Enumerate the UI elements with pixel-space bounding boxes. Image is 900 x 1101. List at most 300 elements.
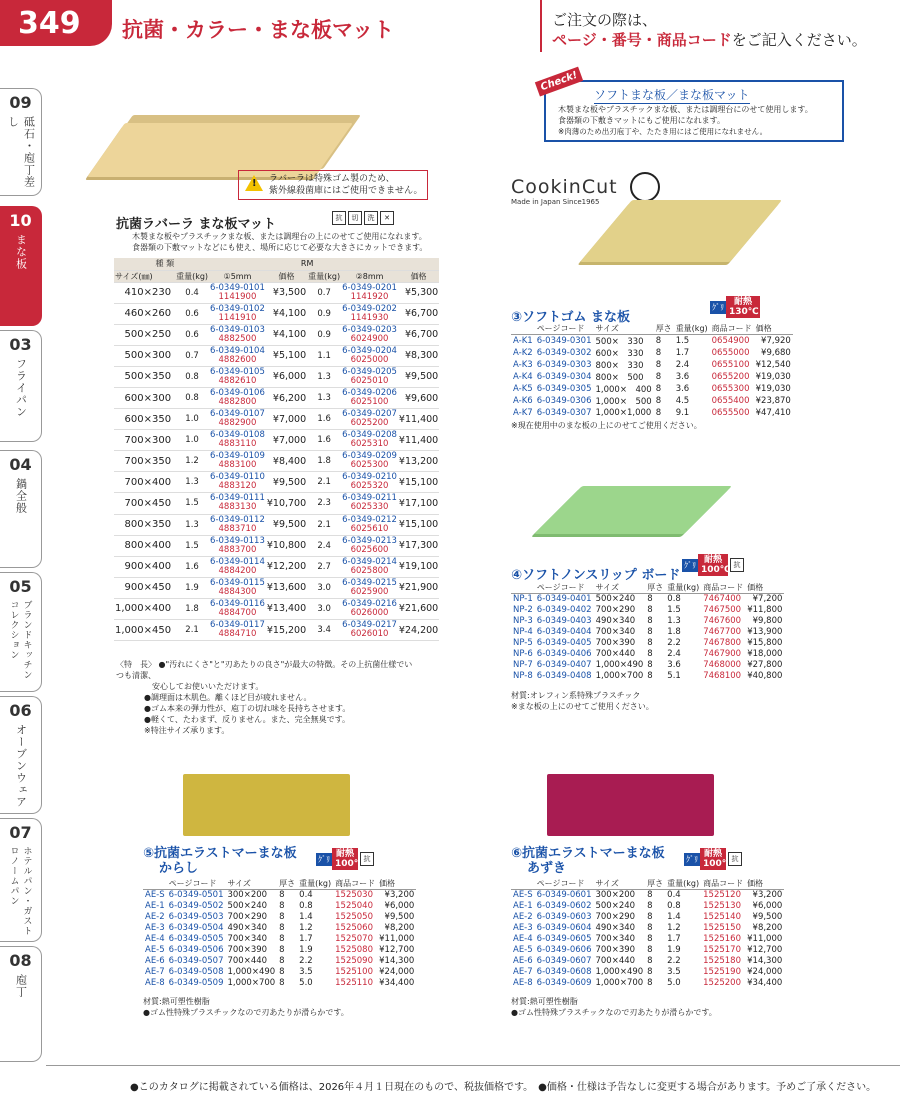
weight-cell: 0.7 (175, 345, 209, 366)
size-cell: 700×450 (114, 493, 175, 514)
code-cell (209, 620, 266, 641)
code-cell (209, 282, 266, 303)
price-cell: ¥18,000 (747, 649, 783, 659)
size-cell: 500×250 (114, 324, 175, 345)
table-row (114, 303, 439, 324)
thickness-cell: 8 (647, 967, 653, 977)
weight-cell: 5.0 (299, 978, 313, 988)
table-row (511, 934, 784, 945)
weight-cell: 1.8 (667, 627, 681, 637)
side-tab-04[interactable] (0, 450, 42, 568)
nonslip-table (511, 582, 784, 682)
warning-mark: ! (252, 178, 257, 189)
price-cell: ¥34,400 (379, 978, 415, 988)
col-header: ページコード (535, 878, 594, 890)
table-row (114, 535, 439, 556)
weight-cell: 1.4 (667, 912, 681, 922)
thickness-cell: 8 (279, 967, 285, 977)
page-code: 6-0349-0216 (342, 598, 397, 609)
col-weight: 重量(kg) (176, 271, 209, 281)
page-code: 6-0349-0402 (536, 605, 592, 615)
tab-label: まな板 (14, 234, 28, 270)
thickness-cell: 8 (655, 396, 662, 406)
side-tab-03[interactable] (0, 330, 42, 442)
thickness-cell: 8 (279, 890, 285, 901)
price-cell: ¥4,100 (266, 303, 307, 324)
thickness-cell: 8 (279, 956, 285, 966)
page-code: 6-0349-0406 (536, 649, 592, 659)
weight-cell: 0.4 (175, 282, 209, 303)
page-code: 6-0349-0605 (536, 934, 592, 944)
header-row (143, 878, 416, 890)
feature-1b: 安心してお使いいただけます。 (144, 682, 264, 691)
weight-cell: 2.4 (675, 360, 690, 370)
table-row (114, 556, 439, 577)
weight-cell: 0.9 (307, 324, 341, 345)
price-cell: ¥40,800 (747, 671, 783, 681)
product-code: 7468100 (703, 671, 742, 681)
weight-cell: 3.5 (299, 967, 313, 977)
code-cell (209, 324, 266, 345)
size-cell: 1,000× 500 (595, 397, 652, 407)
price-cell: ¥13,400 (266, 598, 307, 619)
price-cell: ¥27,800 (747, 660, 783, 670)
azuki-badges (684, 848, 742, 870)
azuki-note: ●ゴム性特殊プラスチックなので刃あたりが滑らかです。 (511, 1008, 717, 1017)
page-code: 6-0349-0105 (210, 366, 265, 377)
product-code: 7467900 (703, 649, 742, 659)
karashi-title-1: ⑤抗菌エラストマーまな板 (143, 846, 297, 861)
thickness-cell: 8 (655, 360, 662, 370)
item-number: NP-8 (513, 671, 533, 681)
product-code: 1525180 (703, 956, 741, 966)
code-cell (341, 409, 398, 430)
product-code: 1525200 (703, 978, 741, 988)
product-code: 6025000 (350, 354, 389, 365)
page-code: 6-0349-0116 (210, 598, 265, 609)
page-code: 6-0349-0508 (168, 967, 224, 977)
page-code: 6-0349-0201 (342, 282, 397, 293)
thickness-cell: 8 (647, 594, 653, 605)
code-cell (341, 451, 398, 472)
size-cell: 1,000×450 (114, 620, 175, 641)
thickness-cell: 8 (279, 901, 285, 911)
weight-cell: 2.2 (667, 638, 681, 648)
table-row (511, 638, 784, 649)
page-code: 6-0349-0503 (168, 912, 224, 922)
size-cell: 700×440 (595, 956, 636, 966)
col-header: サイズ (594, 582, 646, 594)
col-header: 価格 (377, 878, 416, 890)
product-code: 4882600 (218, 354, 257, 365)
table-row (511, 335, 793, 348)
nonslip-material: 材質:オレフィン系特殊プラスチック (511, 691, 641, 700)
col-header: 価格 (745, 582, 784, 594)
col-kind: 種 類 (114, 258, 175, 270)
page-code: 6-0349-0607 (536, 956, 592, 966)
page-code: 6-0349-0202 (342, 303, 397, 314)
page-code: 6-0349-0303 (536, 360, 592, 370)
price-cell: ¥23,870 (755, 396, 791, 406)
size-cell: 500× 330 (595, 337, 644, 347)
thickness-cell: 8 (647, 956, 653, 966)
price-cell: ¥7,200 (752, 594, 783, 605)
page-code: 6-0349-0207 (342, 409, 397, 420)
item-number: NP-6 (513, 649, 533, 659)
col-header: ページコード (535, 582, 594, 594)
col-header: 商品コード (335, 879, 376, 888)
thickness-cell: 8 (647, 627, 653, 637)
cookincut-logo (511, 176, 618, 206)
price-cell: ¥15,800 (747, 638, 783, 648)
product-code: 6024900 (350, 333, 389, 344)
weight-cell: 1.9 (299, 945, 313, 955)
price-cell: ¥6,200 (266, 387, 307, 408)
col-header: 重量(kg) (667, 879, 700, 888)
weight-cell: 1.4 (299, 912, 313, 922)
page-code: 6-0349-0107 (210, 409, 265, 420)
price-cell: ¥21,900 (398, 577, 439, 598)
item-number: AE-7 (145, 967, 165, 977)
size-cell: 1,000× 400 (595, 385, 652, 395)
item-number: AE-8 (513, 978, 533, 988)
size-cell: 700×290 (227, 912, 268, 922)
page-code: 6-0349-0505 (168, 934, 224, 944)
weight-cell: 0.4 (667, 890, 681, 901)
weight-cell: 1.6 (307, 409, 341, 430)
col-header: ページコード (535, 323, 594, 335)
antibacterial-icon: 抗 (728, 852, 742, 866)
product-code: 4883120 (218, 481, 257, 492)
item-number: NP-1 (513, 594, 533, 605)
tab-number: 10 (9, 211, 32, 230)
price-cell: ¥4,100 (266, 324, 307, 345)
weight-cell: 0.8 (299, 901, 313, 911)
code-cell (341, 303, 398, 324)
size-cell: 700×390 (595, 945, 636, 955)
table-row (143, 956, 416, 967)
table-row (511, 671, 784, 682)
table-row (143, 967, 416, 978)
table-row (143, 978, 416, 989)
warning-line-1: ラバーラは特殊ゴム製のため、 (269, 174, 395, 184)
product-code: 0655000 (711, 348, 750, 358)
page-code: 6-0349-0206 (342, 388, 397, 399)
col-header: 商品コード (711, 324, 752, 333)
weight-cell: 0.6 (175, 303, 209, 324)
tab-label: 鍋全般 (14, 478, 28, 514)
price-cell: ¥13,600 (266, 577, 307, 598)
code-cell (341, 345, 398, 366)
size-cell: 600×300 (114, 387, 175, 408)
code-cell (209, 598, 266, 619)
item-number: A-K5 (513, 384, 533, 394)
price-cell: ¥6,000 (266, 366, 307, 387)
price-cell: ¥5,300 (398, 282, 439, 303)
code-cell (341, 430, 398, 451)
side-tab-07[interactable] (0, 818, 42, 942)
grip-icon: ｸﾞﾘ (684, 560, 696, 570)
page-code: 6-0349-0502 (168, 901, 224, 911)
rubber-features (116, 659, 416, 736)
product-code: 1525170 (703, 945, 741, 955)
col-header (511, 323, 535, 335)
table-row (143, 901, 416, 912)
page-code: 6-0349-0403 (536, 616, 592, 626)
price-cell: ¥24,200 (398, 620, 439, 641)
product-code: 7467400 (703, 594, 742, 605)
thickness-cell: 8 (647, 945, 653, 955)
page-code: 6-0349-0302 (536, 348, 592, 358)
weight-cell: 1.7 (675, 348, 690, 358)
page-code: 6-0349-0117 (210, 620, 265, 631)
price-cell: ¥9,500 (398, 366, 439, 387)
grip-icon: ｸﾞﾘ (712, 302, 724, 312)
header-row (511, 582, 784, 594)
antibacterial-icon: 抗 (360, 852, 374, 866)
price-cell: ¥24,000 (379, 967, 415, 977)
product-code: 4883700 (218, 544, 257, 555)
weight-cell: 1.2 (175, 451, 209, 472)
table-row (114, 514, 439, 535)
size-cell: 490×340 (595, 923, 636, 933)
thickness-cell: 8 (655, 336, 662, 346)
price-cell: ¥47,410 (755, 407, 791, 418)
weight-cell: 1.3 (667, 616, 681, 626)
rubber-title: 抗菌ラバーラ まな板マット (116, 217, 277, 232)
weight-cell: 1.8 (175, 598, 209, 619)
page-code: 6-0349-0507 (168, 956, 224, 966)
product-code: 1525050 (335, 912, 373, 922)
weight-cell: 1.5 (175, 535, 209, 556)
weight-cell: 3.6 (667, 660, 681, 670)
size-cell: 1,000×1,000 (595, 407, 652, 418)
code-cell (209, 493, 266, 514)
product-code: 1525130 (703, 901, 741, 911)
weight-cell: 3.0 (307, 577, 341, 598)
table-row (511, 407, 793, 418)
page-code: 6-0349-0509 (168, 978, 224, 988)
page-code: 6-0349-0217 (342, 620, 397, 631)
page-code: 6-0349-0101 (210, 282, 265, 293)
price-cell: ¥12,200 (266, 556, 307, 577)
item-number: AE-S (145, 890, 165, 901)
table-row (511, 359, 793, 371)
weight-cell: 1.3 (307, 366, 341, 387)
page-code: 6-0349-0114 (210, 556, 265, 567)
page-code: 6-0349-0213 (342, 535, 397, 546)
code-cell (209, 577, 266, 598)
size-cell: 700×390 (595, 638, 636, 648)
page-code: 6-0349-0211 (342, 493, 397, 504)
product-code: 4883130 (218, 502, 257, 513)
col-header: 厚さ (279, 879, 296, 888)
page-code: 6-0349-0608 (536, 967, 592, 977)
karashi-note: ●ゴム性特殊プラスチックなので刃あたりが滑らかです。 (143, 1008, 349, 1017)
weight-cell: 9.1 (675, 407, 690, 418)
thickness-cell: 8 (279, 934, 285, 944)
page-code: 6-0349-0405 (536, 638, 592, 648)
product-code: 0655300 (711, 384, 750, 394)
product-code: 4884300 (218, 586, 257, 597)
price-cell: ¥6,700 (398, 324, 439, 345)
item-number: AE-4 (513, 934, 533, 944)
order-notice (540, 0, 900, 52)
item-number: AE-3 (513, 923, 533, 933)
code-cell (341, 556, 398, 577)
code-cell (341, 472, 398, 493)
price-cell: ¥15,100 (398, 472, 439, 493)
product-code: 6025900 (350, 586, 389, 597)
page-code: 6-0349-0104 (210, 345, 265, 356)
price-cell: ¥15,200 (266, 620, 307, 641)
code-cell (209, 366, 266, 387)
price-cell: ¥6,000 (384, 901, 415, 911)
azuki-board-image (547, 774, 714, 836)
rubber-table (114, 258, 439, 641)
weight-cell: 1.9 (175, 577, 209, 598)
page-code: 6-0349-0407 (536, 660, 592, 670)
weight-cell: 4.5 (675, 396, 690, 406)
thickness-cell: 8 (647, 649, 653, 659)
side-tab-06[interactable] (0, 696, 42, 814)
product-code: 1525110 (335, 978, 373, 988)
size-cell: 1,000×700 (595, 671, 644, 681)
side-tab-08[interactable] (0, 946, 42, 1062)
col-header: 重量(kg) (299, 879, 332, 888)
weight-cell: 1.0 (175, 430, 209, 451)
code-cell (209, 387, 266, 408)
product-code: 6026000 (350, 607, 389, 618)
size-cell: 500×350 (114, 366, 175, 387)
product-code: 4884700 (218, 607, 257, 618)
weight-cell: 3.0 (307, 598, 341, 619)
weight-cell: 1.6 (307, 430, 341, 451)
weight-cell: 1.2 (667, 923, 681, 933)
item-number: AE-5 (513, 945, 533, 955)
tab-number: 04 (9, 455, 32, 474)
product-code: 1525040 (335, 901, 373, 911)
weight-cell: 1.5 (675, 336, 690, 346)
code-cell (341, 620, 398, 641)
page-title: 抗菌・カラー・まな板マット (122, 18, 395, 42)
item-number: AE-1 (513, 901, 533, 911)
item-number: AE-3 (145, 923, 165, 933)
price-cell: ¥7,000 (266, 409, 307, 430)
soft-rubber-mat-image (580, 200, 782, 262)
azuki-title-2: あずき (527, 861, 567, 876)
item-number: A-K2 (513, 348, 533, 358)
table-row (143, 890, 416, 901)
price-cell: ¥3,200 (384, 890, 415, 901)
notice-line-1: ご注文の際は、 (552, 11, 658, 29)
antibacterial-icon: 抗 (332, 211, 346, 225)
page-code: 6-0349-0106 (210, 388, 265, 399)
size-cell: 800× 330 (595, 361, 644, 371)
col-price: 価格 (266, 270, 307, 282)
tab-number: 09 (9, 93, 32, 112)
nonslip-note: ※まな板の上にのせてご使用ください。 (511, 702, 654, 711)
side-tab-05[interactable] (0, 572, 42, 692)
dishwasher-icon: 洗 (364, 211, 378, 225)
product-code: 6025010 (350, 375, 389, 386)
price-cell: ¥13,200 (398, 451, 439, 472)
col-header: 厚さ (647, 583, 664, 592)
col-header: 厚さ (647, 879, 664, 888)
price-cell: ¥9,500 (266, 514, 307, 535)
price-cell: ¥9,500 (266, 472, 307, 493)
weight-cell: 1.3 (175, 514, 209, 535)
product-code: 1141900 (218, 291, 257, 302)
size-cell: 1,000×400 (114, 598, 175, 619)
nonslip-title: ④ソフトノンスリップ ボード (511, 568, 681, 583)
price-cell: ¥10,700 (266, 493, 307, 514)
item-number: NP-3 (513, 616, 533, 626)
item-number: NP-7 (513, 660, 533, 670)
table-row (511, 978, 784, 989)
page-code: 6-0349-0404 (536, 627, 592, 637)
product-code: 1141930 (350, 312, 389, 323)
page-code: 6-0349-0115 (210, 577, 265, 588)
size-cell: 700×350 (114, 451, 175, 472)
heat-badge: 耐熱100℃ (700, 848, 726, 870)
price-cell: ¥9,600 (398, 387, 439, 408)
price-cell: ¥7,920 (761, 336, 791, 346)
weight-cell: 2.1 (307, 514, 341, 535)
size-cell: 700×390 (227, 945, 268, 955)
item-number: AE-4 (145, 934, 165, 944)
code-cell (341, 535, 398, 556)
weight-cell: 2.3 (307, 493, 341, 514)
price-cell: ¥11,000 (747, 934, 783, 944)
table-row (143, 912, 416, 923)
price-cell: ¥8,400 (266, 451, 307, 472)
weight-cell: 2.2 (299, 956, 313, 966)
rubber-icons (330, 211, 394, 225)
tab-label: オーブンウェア (14, 724, 28, 808)
item-number: AE-8 (145, 978, 165, 988)
page-code: 6-0349-0215 (342, 577, 397, 588)
side-tab-10[interactable] (0, 206, 42, 326)
no-uv-icon: ✕ (380, 211, 394, 225)
page-code: 6-0349-0601 (536, 890, 592, 901)
size-cell: 410×230 (114, 282, 175, 303)
weight-cell: 1.7 (667, 934, 681, 944)
price-cell: ¥14,300 (747, 956, 783, 966)
table-row (114, 472, 439, 493)
check-line-3: ※肉薄のため出刃庖丁や、たたき用にはご使用になれません。 (558, 127, 768, 136)
item-number: A-K1 (513, 336, 533, 346)
price-cell: ¥34,400 (747, 978, 783, 988)
price-cell: ¥5,100 (266, 345, 307, 366)
price-cell: ¥19,100 (398, 556, 439, 577)
warning-box (238, 170, 428, 200)
item-number: A-K6 (513, 396, 533, 406)
thickness-cell: 8 (647, 660, 653, 670)
size-cell: 600× 330 (595, 349, 644, 359)
feature-2: ●調理面は木肌色。離くほど目が疲れません。 (144, 693, 312, 702)
page-code: 6-0349-0110 (210, 472, 265, 483)
size-cell: 500×300 (114, 345, 175, 366)
table-row (511, 945, 784, 956)
weight-cell: 5.0 (667, 978, 681, 988)
rubber-desc-1: 木製まな板やプラスチックまな板、または調理台の上にのせてご使用になれます。 (132, 232, 427, 241)
product-code: 6025610 (350, 523, 389, 534)
page-code: 6-0349-0209 (342, 451, 397, 462)
side-tab-09[interactable] (0, 88, 42, 196)
page-code: 6-0349-0401 (536, 594, 592, 605)
weight-cell: 1.5 (175, 493, 209, 514)
